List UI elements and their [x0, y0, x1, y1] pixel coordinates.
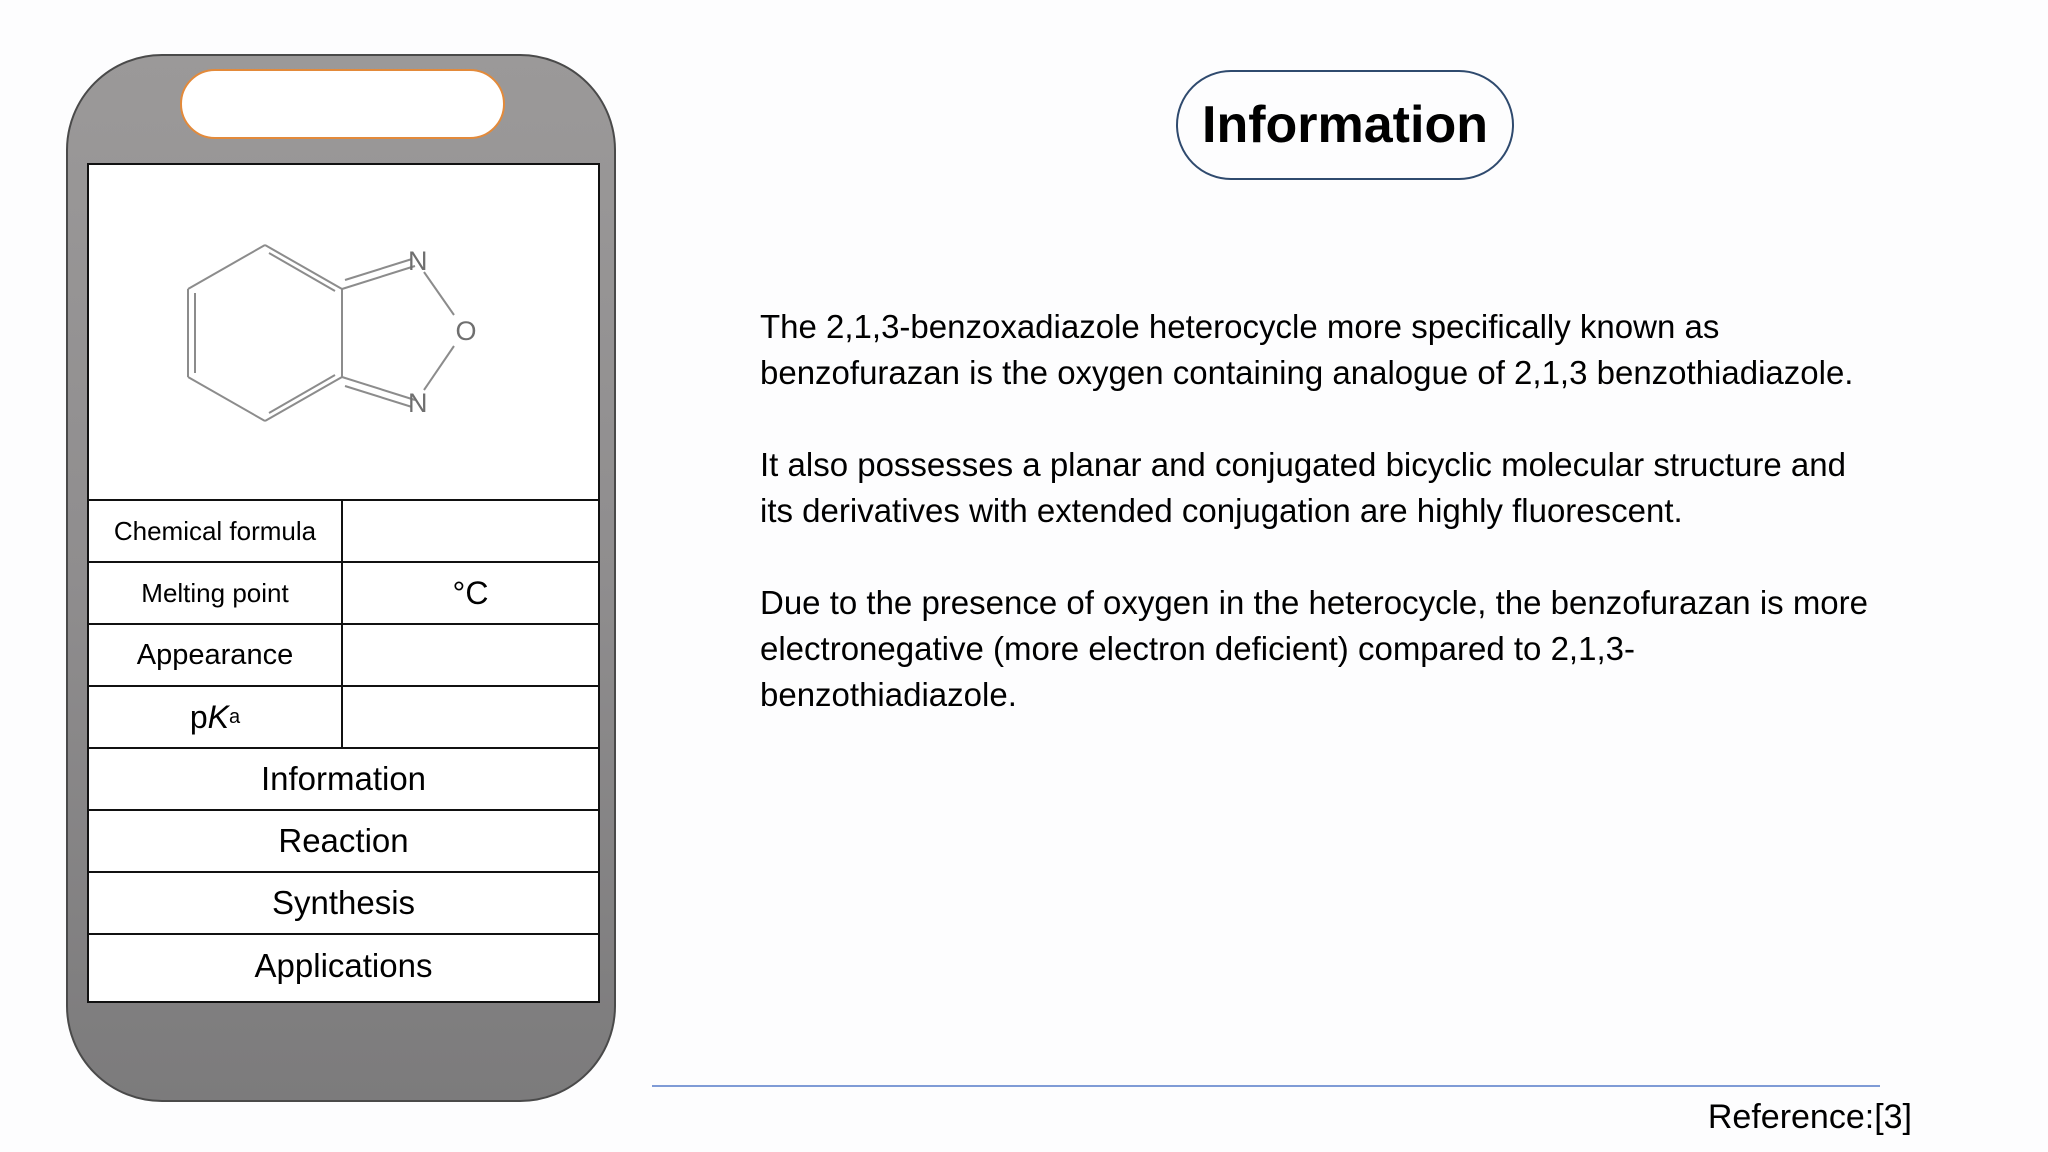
reference-divider — [652, 1085, 1880, 1087]
paragraph: The 2,1,3-benzoxadiazole heterocycle more specifically known as benzofurazan is the oxygen containing analogue of 2,1,3 benzothiadiazole. — [760, 308, 1854, 391]
property-row-pka — [89, 687, 598, 749]
property-label — [89, 687, 343, 747]
atom-n-bottom: N — [408, 388, 428, 418]
property-value: °C — [452, 574, 489, 611]
atom-n-top: N — [408, 246, 428, 276]
property-label: Chemical formula — [89, 501, 343, 561]
molecule-structure — [89, 165, 598, 501]
pka-prefix: p — [189, 698, 208, 735]
property-value — [343, 625, 598, 685]
property-row-chemical-formula — [89, 501, 598, 563]
property-label: Appearance — [89, 625, 343, 685]
benzofurazan-structure-icon — [89, 165, 598, 501]
property-row-melting-point — [89, 563, 598, 625]
atom-o: O — [455, 316, 477, 346]
pka-symbol: K — [207, 698, 229, 735]
page-title: Information — [1176, 70, 1514, 180]
nav-item-information[interactable]: Information — [89, 749, 598, 811]
paragraph: Due to the presence of oxygen in the heterocycle, the benzofurazan is more electronegative (more electron deficient) compared to 2,1,3- benzothiadiazole. — [760, 584, 1868, 713]
nav-item-reaction[interactable]: Reaction — [89, 811, 598, 873]
property-value — [343, 501, 598, 561]
pka-subscript: a — [229, 705, 241, 728]
property-label: Melting point — [89, 563, 343, 623]
card-screen — [87, 163, 600, 1003]
information-text — [760, 304, 1990, 764]
nav-item-synthesis[interactable]: Synthesis — [89, 873, 598, 935]
property-row-appearance — [89, 625, 598, 687]
nav-item-applications[interactable]: Applications — [254, 947, 433, 984]
card-title-pill — [180, 69, 505, 139]
reference-label: Reference:[3] — [1707, 1098, 1912, 1136]
property-value — [343, 687, 598, 747]
compound-card — [66, 54, 616, 1102]
paragraph: It also possesses a planar and conjugated bicyclic molecular structure and its derivatives with extended conjugation are highly fluorescent. — [760, 446, 1846, 529]
